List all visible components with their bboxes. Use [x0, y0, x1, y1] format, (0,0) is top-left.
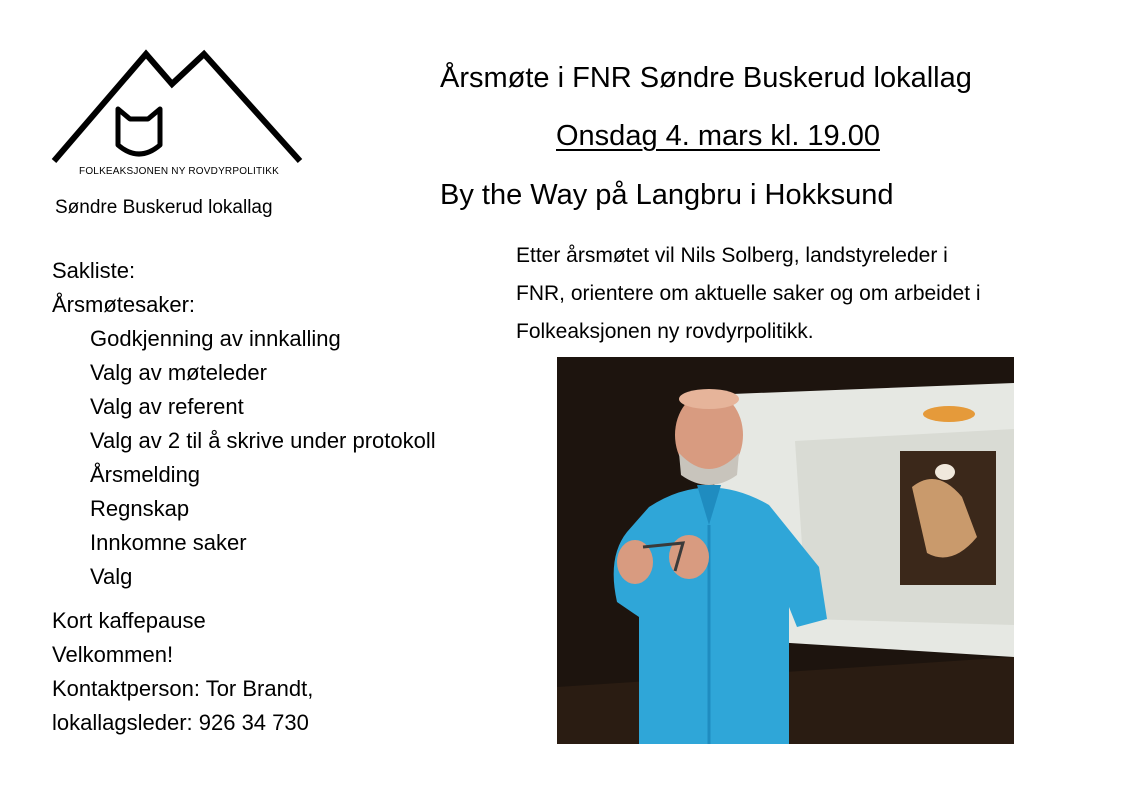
meeting-date: Onsdag 4. mars kl. 19.00 — [556, 120, 880, 152]
page-title: Årsmøte i FNR Søndre Buskerud lokallag — [440, 62, 972, 94]
agenda-item: Valg — [90, 564, 133, 589]
info-line: Folkeaksjonen ny rovdyrpolitikk. — [516, 320, 814, 343]
logo-caption: FOLKEAKSJONEN NY ROVDYRPOLITIKK — [79, 166, 279, 177]
lokallag-label: Søndre Buskerud lokallag — [55, 197, 273, 218]
speaker-photo — [557, 357, 1014, 744]
agenda-item: Valg av møteleder — [90, 360, 267, 385]
contact-person: Kontaktperson: Tor Brandt, — [52, 676, 314, 701]
agenda-heading: Sakliste: — [52, 258, 136, 283]
agenda-subheading: Årsmøtesaker: — [52, 292, 196, 317]
agenda-item: Valg av referent — [90, 394, 244, 419]
info-line: Etter årsmøtet vil Nils Solberg, landstyreleder i — [516, 244, 948, 267]
agenda-item: Innkomne saker — [90, 530, 247, 555]
agenda-item: Regnskap — [90, 496, 190, 521]
contact-phone: lokallagsleder: 926 34 730 — [52, 710, 309, 735]
agenda-item: Valg av 2 til å skrive under protokoll — [90, 428, 436, 453]
agenda-item: Årsmelding — [90, 462, 201, 487]
info-line: FNR, orientere om aktuelle saker og om arbeidet i — [516, 282, 981, 305]
meeting-venue: By the Way på Langbru i Hokksund — [440, 179, 894, 211]
info-paragraph — [516, 237, 1096, 351]
speaker-photo-illustration — [557, 357, 1014, 744]
agenda — [52, 254, 436, 594]
agenda-item: Godkjenning av innkalling — [90, 326, 341, 351]
footer-line: Velkommen! — [52, 642, 174, 667]
footer — [52, 604, 313, 740]
footer-line: Kort kaffepause — [52, 608, 206, 633]
